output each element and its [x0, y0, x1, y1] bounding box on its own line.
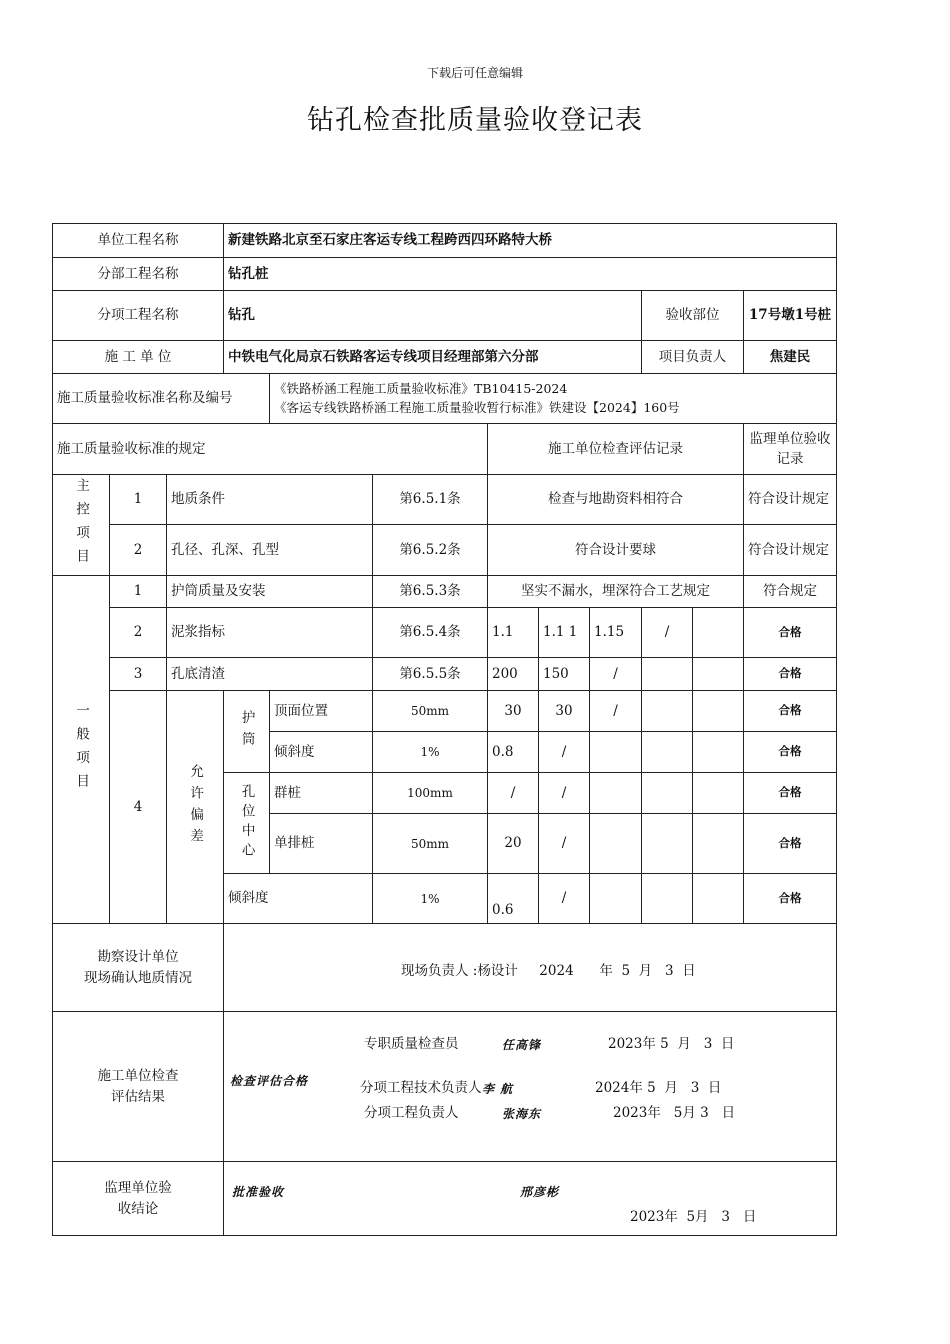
standard-line-1: 《铁路桥涵工程施工质量验收标准》TB10415-2024: [274, 380, 568, 396]
measure-cell: 1.15: [590, 608, 642, 658]
general-row-name: 孔底清渣: [167, 658, 373, 691]
sub-project-label: 分部工程名称: [53, 258, 224, 291]
measure-cell: [693, 814, 744, 874]
item-project-value: 钻孔: [224, 291, 642, 341]
main-control-label: 主控项目: [53, 475, 110, 576]
measure-cell: [642, 691, 693, 732]
measure-cell: [590, 814, 642, 874]
project-lead-date: 2023年 5月 3 日: [613, 1105, 736, 1121]
deviation-supervision: 合格: [744, 874, 837, 924]
general-row-clause: 第6.5.3条: [373, 576, 488, 608]
deviation-supervision: 合格: [744, 732, 837, 773]
contractor-eval-label: [53, 1012, 224, 1162]
general-row-supervision: 合格: [744, 658, 837, 691]
contractor-eval-conclusion: 检查评估合格: [230, 1074, 309, 1088]
general-row-no: 4: [110, 691, 167, 924]
measure-cell: /: [539, 874, 590, 924]
measure-cell: [693, 874, 744, 924]
quality-inspector-role: 专职质量检查员: [364, 1036, 459, 1052]
measure-cell: 0.6: [488, 874, 539, 924]
contractor-eval-label-line-2: 评估结果: [111, 1088, 165, 1105]
document-title: 钻孔检查批质量验收登记表: [307, 105, 643, 136]
general-row-clause: 第6.5.5条: [373, 658, 488, 691]
item-project-label: 分项工程名称: [53, 291, 224, 341]
unit-project-label: 单位工程名称: [53, 224, 224, 258]
deviation-item-name: 单排桩: [270, 814, 373, 874]
measure-cell: [693, 732, 744, 773]
measure-cell: /: [539, 773, 590, 814]
measure-cell: 20: [488, 814, 539, 874]
measure-cell: [590, 874, 642, 924]
project-lead-role: 分项工程负责人: [364, 1105, 459, 1121]
deviation-supervision: 合格: [744, 691, 837, 732]
measure-cell: /: [590, 691, 642, 732]
measure-cell: /: [642, 608, 693, 658]
main-row-no: 1: [110, 475, 167, 525]
spec-header: 施工质量验收标准的规定: [53, 424, 488, 475]
general-row-no: 2: [110, 608, 167, 658]
tech-lead-role: 分项工程技术负责人: [360, 1080, 482, 1096]
tech-lead-signature: 李 航: [482, 1082, 514, 1096]
supervisor-conclusion: 批准验收: [232, 1185, 285, 1199]
survey-content-cell: [224, 924, 837, 1012]
measure-cell: [642, 658, 693, 691]
general-row-no: 3: [110, 658, 167, 691]
sub-project-value: 钻孔桩: [224, 258, 837, 291]
contractor-label: 施 工 单 位: [53, 341, 224, 374]
contractor-eval-cell: [224, 1012, 837, 1162]
measure-cell: 1.1 1: [539, 608, 590, 658]
general-row-name: 护筒质量及安装: [167, 576, 373, 608]
tech-lead-date: 2024年 5 月 3 日: [595, 1080, 722, 1096]
measure-cell: [642, 732, 693, 773]
quality-inspector-date: 2023年 5 月 3 日: [608, 1036, 735, 1052]
general-row-no: 1: [110, 576, 167, 608]
measure-cell: [693, 658, 744, 691]
measure-cell: 30: [488, 691, 539, 732]
general-row-supervision: 合格: [744, 608, 837, 658]
supervisor-signature: 邢彦彬: [520, 1185, 560, 1199]
general-row-supervision: 符合规定: [744, 576, 837, 608]
quality-inspector-signature: 任高锋: [502, 1038, 542, 1052]
measure-cell: 150: [539, 658, 590, 691]
measure-cell: [693, 608, 744, 658]
deviation-item-name: 群桩: [270, 773, 373, 814]
measure-cell: [590, 773, 642, 814]
supervisor-eval-label-line-1: 监理单位验: [104, 1180, 172, 1197]
supervisor-date: 2023年 5月 3 日: [630, 1209, 757, 1225]
measure-cell: [693, 691, 744, 732]
general-label: 一般项目: [53, 576, 110, 924]
supervisor-eval-cell: [224, 1162, 837, 1236]
main-row-supervision: 符合设计规定: [744, 525, 837, 576]
standard-label: 施工质量验收标准名称及编号: [53, 374, 270, 424]
measure-cell: 200: [488, 658, 539, 691]
main-row-clause: 第6.5.1条: [373, 475, 488, 525]
deviation-group-label: 允许偏差: [167, 691, 224, 924]
supervisor-eval-label-line-2: 收结论: [117, 1200, 159, 1217]
measure-cell: 1.1: [488, 608, 539, 658]
deviation-supervision: 合格: [744, 773, 837, 814]
standard-line-2: 《客运专线铁路桥涵工程施工质量验收暂行标准》铁建设【2024】160号: [274, 399, 680, 415]
measure-cell: /: [590, 658, 642, 691]
deviation-limit: 1%: [373, 874, 488, 924]
deviation-limit: 50mm: [373, 691, 488, 732]
manager-label: 项目负责人: [642, 341, 744, 374]
unit-project-value: 新建铁路北京至石家庄客运专线工程跨西四环路特大桥: [224, 224, 837, 258]
measure-cell: /: [539, 732, 590, 773]
contractor-eval-label-line-1: 施工单位检查: [97, 1068, 179, 1085]
measure-cell: 30: [539, 691, 590, 732]
general-row-name: 泥浆指标: [167, 608, 373, 658]
project-lead-signature: 张海东: [502, 1107, 542, 1121]
measure-cell: [642, 773, 693, 814]
deviation-limit: 1%: [373, 732, 488, 773]
main-row-name: 地质条件: [167, 475, 373, 525]
main-row-name: 孔径、孔深、孔型: [167, 525, 373, 576]
measure-cell: /: [539, 814, 590, 874]
measure-cell: [590, 732, 642, 773]
supervisor-eval-label: [53, 1162, 224, 1236]
deviation-item-name: 倾斜度: [270, 732, 373, 773]
main-row-record: 符合设计要球: [488, 525, 744, 576]
deviation-item-name: 倾斜度: [224, 874, 373, 924]
hole-center-label: 孔位中心: [224, 773, 270, 874]
measure-cell: 0.8: [488, 732, 539, 773]
deviation-limit: 50mm: [373, 814, 488, 874]
survey-label-line-2: 现场确认地质情况: [84, 969, 192, 986]
measure-cell: [642, 814, 693, 874]
standard-value: [270, 374, 837, 424]
contractor-record-header: 施工单位检查评估记录: [488, 424, 744, 475]
deviation-limit: 100mm: [373, 773, 488, 814]
accept-part-value: 17号墩1号桩: [744, 291, 837, 341]
measure-cell: /: [488, 773, 539, 814]
contractor-value: 中铁电气化局京石铁路客运专线项目经理部第六分部: [224, 341, 642, 374]
main-row-clause: 第6.5.2条: [373, 525, 488, 576]
survey-label-line-1: 勘察设计单位: [97, 949, 179, 966]
main-row-record: 检查与地勘资料相符合: [488, 475, 744, 525]
casing-label: 护筒: [224, 691, 270, 773]
inspection-form-table: [52, 223, 837, 1236]
deviation-supervision: 合格: [744, 814, 837, 874]
header-note: 下载后可任意编辑: [426, 66, 523, 80]
general-row-clause: 第6.5.4条: [373, 608, 488, 658]
main-row-supervision: 符合设计规定: [744, 475, 837, 525]
measure-cell: [642, 874, 693, 924]
deviation-item-name: 顶面位置: [270, 691, 373, 732]
general-row-record: 坚实不漏水，埋深符合工艺规定: [488, 576, 744, 608]
manager-value: 焦建民: [744, 341, 837, 374]
supervisor-record-header: 监理单位验收记录: [744, 424, 837, 475]
accept-part-label: 验收部位: [642, 291, 744, 341]
main-row-no: 2: [110, 525, 167, 576]
survey-label: [53, 924, 224, 1012]
measure-cell: [693, 773, 744, 814]
survey-content: 现场负责人 :杨设计 2024 年 5 月 3 日: [401, 963, 696, 979]
